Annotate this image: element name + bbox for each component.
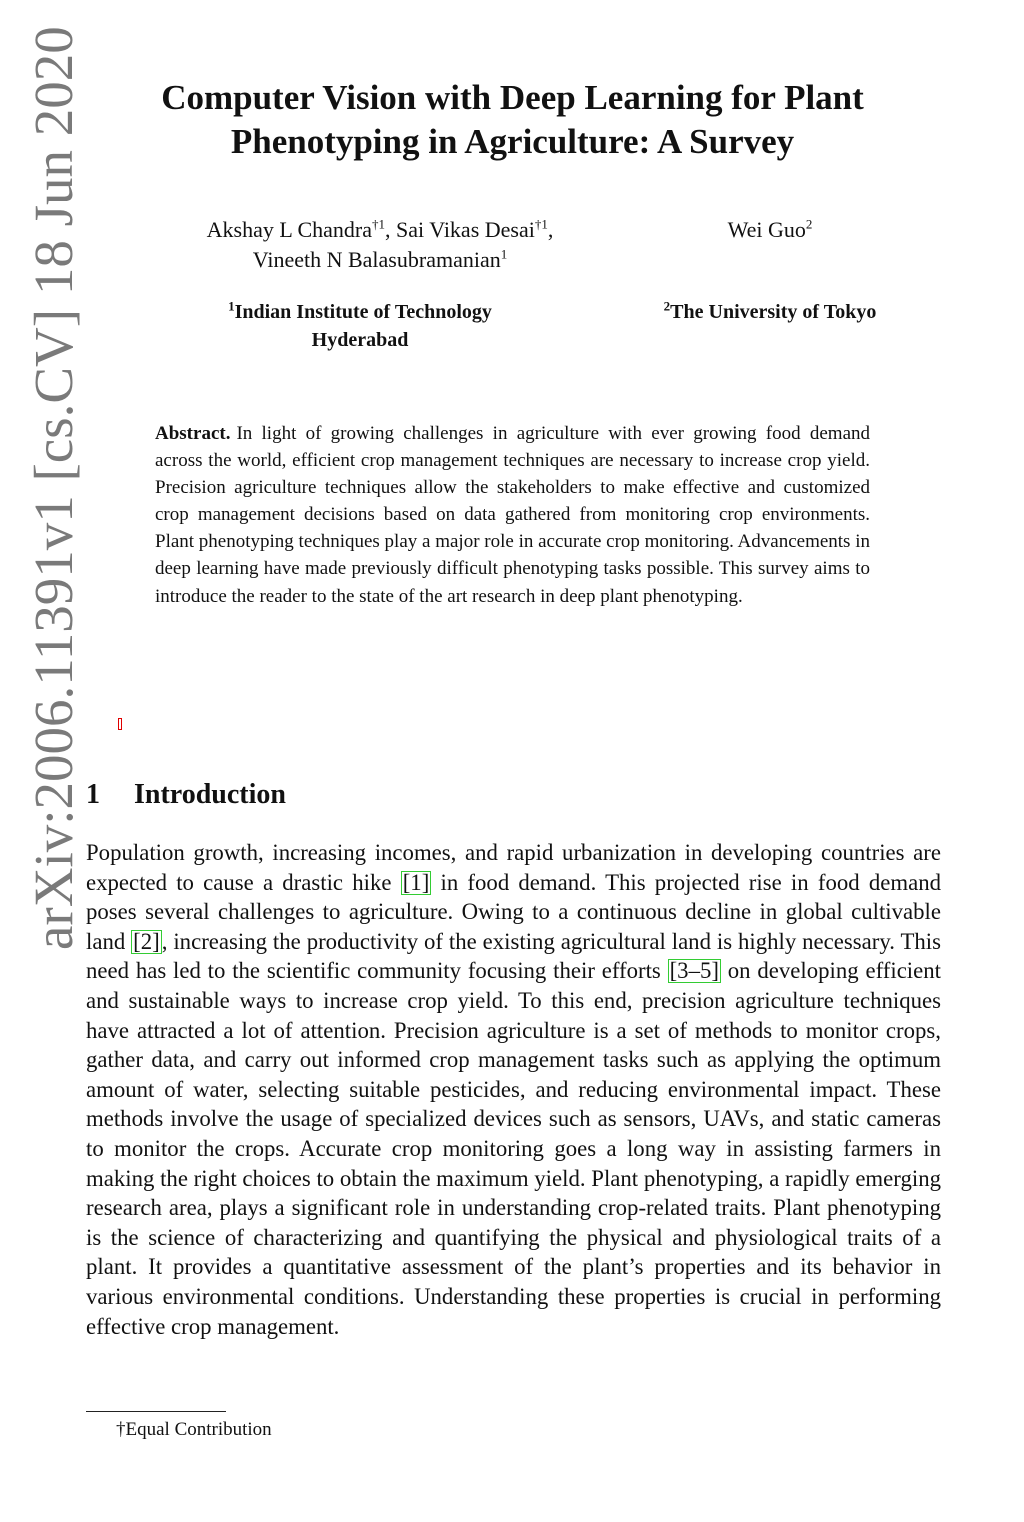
author-guo-affil: 2 [805, 216, 813, 232]
affiliation-left-line-2: Hyderabad [311, 329, 409, 351]
intro-text-part-2: in food demand. This projected rise in food demand poses several challenges to agriculture. Owing to a continuous decline in global cultivable land [86, 869, 941, 954]
footnote-divider [86, 1411, 226, 1412]
author-guo: Wei Guo [727, 217, 806, 242]
paper-title-line-1: Computer Vision with Deep Learning for Plant [161, 78, 864, 117]
affiliation-left-marker: 1 [228, 298, 235, 314]
author-line-2 [150, 245, 610, 275]
author-desai-affil: †1 [534, 216, 548, 232]
intro-text-part-1: Population growth, increasing incomes, and rapid urbanization in developing countries are expected to cause a drastic hike [86, 840, 941, 895]
section-heading-introduction [86, 777, 286, 813]
abstract-text: In light of growing challenges in agriculture with ever growing food demand across the world, efficient crop management techniques are necessary to increase crop yield. Precision agriculture techniques allow the stakeholders to make effective and customized crop management decisions based on data gathered from monitoring crop environments. Plant phenotyping techniques play a major role in accurate crop monitoring. Advancements in deep learning have made previously difficult phenotyping tasks possible. This survey aims to introduce the reader to the state of the art research in deep plant phenotyping. [155, 423, 870, 607]
abstract [155, 420, 870, 610]
section-title: Introduction [134, 779, 286, 810]
affiliation-iit-hyderabad [160, 298, 560, 354]
annotation-marker [118, 718, 122, 730]
paper-title [90, 76, 935, 164]
introduction-paragraph [86, 838, 941, 1341]
citation-link-3-5[interactable]: [3–5] [669, 958, 719, 984]
author-balasubramanian: Vineeth N Balasubramanian [252, 247, 501, 272]
affiliation-right-name: The University of Tokyo [670, 301, 877, 323]
author-line-1 [150, 215, 610, 245]
affiliation-left-line-1: Indian Institute of Technology [234, 301, 492, 323]
affiliation-right-marker: 2 [663, 298, 671, 314]
author-desai: , Sai Vikas Desai [385, 217, 535, 242]
citation-link-2[interactable]: [2] [133, 928, 160, 954]
affiliation-university-of-tokyo [610, 298, 930, 326]
intro-text-part-4: on developing efficient and sustainable ways to increase crop yield. To this end, precision agriculture techniques have attracted a lot of attention. Precision agriculture is a set of methods to monitor crops, gather data, and carry out informed crop management tasks such as applying the optimum amount of water, selecting suitable pesticides, and reducing environmental impact. These methods involve the usage of specialized devices such as sensors, UAVs, and static cameras to monitor the crops. Accurate crop monitoring goes a long way in assisting farmers in making the right choices to obtain the maximum yield. Plant phenotyping, a rapidly emerging research area, plays a significant role in understanding crop-related traits. Plant phenotyping is the science of characterizing and quantifying the physical and physiological traits of a plant. It provides a quantitative assessment of the plant’s properties and its behavior in various environmental conditions. Understanding these properties is crucial in performing effective crop management. [86, 958, 941, 1339]
author-chandra: Akshay L Chandra [206, 217, 373, 242]
intro-text-part-3: , increasing the productivity of the existing agricultural land is highly necessary. This need has led to the scientific community focusing their efforts [86, 928, 941, 984]
footnote-equal-contribution: †Equal Contribution [116, 1419, 272, 1440]
author-block-left [150, 215, 610, 275]
section-number: 1 [86, 779, 100, 810]
author-block-right [690, 215, 850, 245]
abstract-label: Abstract. [155, 423, 231, 444]
author-separator: , [547, 217, 554, 242]
arxiv-identifier-stamp: arXiv:2006.11391v1 [cs.CV] 18 Jun 2020 [23, 26, 84, 950]
author-balasubramanian-affil: 1 [500, 246, 508, 262]
paper-title-line-2: Phenotyping in Agriculture: A Survey [230, 122, 795, 161]
citation-link-1[interactable]: [1] [402, 869, 430, 895]
author-chandra-affil: †1 [372, 216, 386, 232]
